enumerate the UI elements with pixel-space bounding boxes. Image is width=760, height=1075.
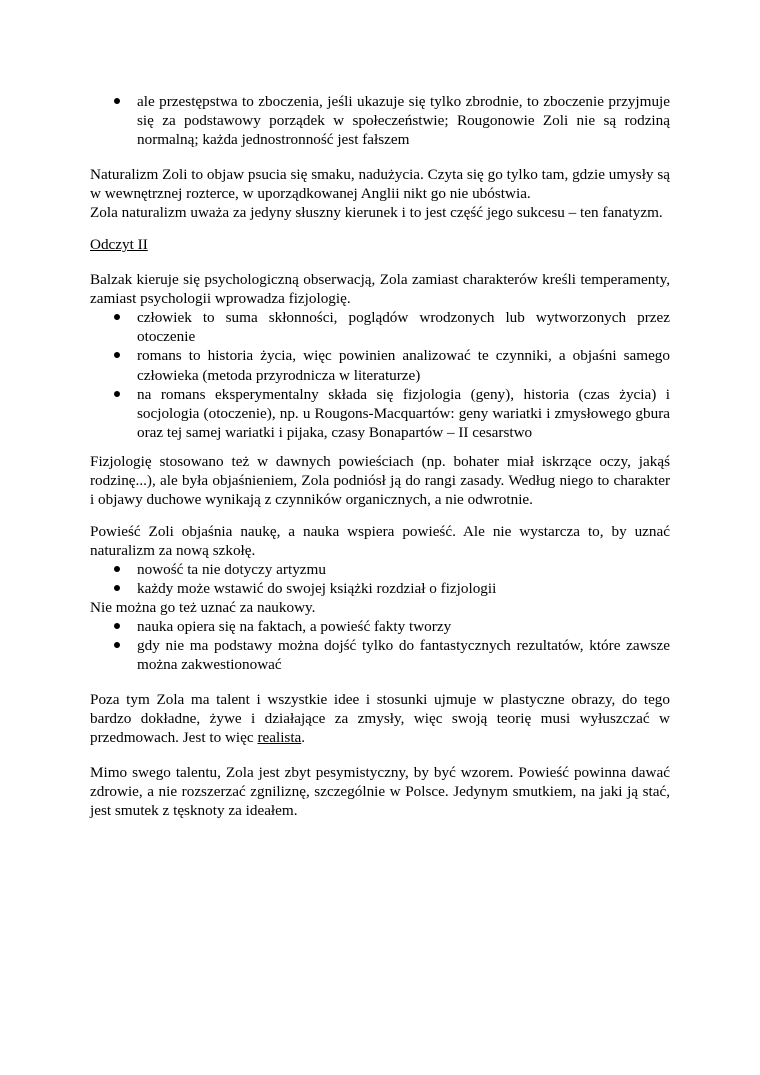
paragraph-line: Naturalizm Zoli to objaw psucia się smaku, nadużycia. Czyta się go tylko tam, gdzie umysły są w wewnętrznej rozterce, w uporządkowanej Anglii nikt go nie ubóstwia. <box>90 166 670 203</box>
bullet-icon <box>114 623 120 629</box>
paragraph-mimo: Mimo swego talentu, Zola jest zbyt pesymistyczny, by być wzorem. Powieść powinna dawać zdrowie, a nie rozszerzać zgniliznę, szczególnie w Polsce. Jedynym smutkiem, na jaki ją stać, jest smutek z tęsknoty za ideałem. <box>90 764 670 820</box>
list-item: gdy nie ma podstawy można dojść tylko do fantastycznych rezultatów, które zawsze można zakwestionować <box>90 636 670 674</box>
bullet-icon <box>114 314 120 320</box>
list-item: ale przestępstwa to zboczenia, jeśli ukazuje się tylko zbrodnie, to zboczenie przyjmuje się za podstawowy porządek w społeczeństwie; Rougonowie Zoli nie są rodziną normalną; każda jednostronność jest fałszem <box>90 92 670 150</box>
bullet-icon <box>114 566 120 572</box>
bullet-list-2 <box>90 308 670 442</box>
bullet-list-3 <box>90 560 670 598</box>
list-item: romans to historia życia, więc powinien analizować te czynniki, a objaśni samego człowieka (metoda przyrodnicza w literaturze) <box>90 346 670 384</box>
paragraph-fizjologia: Fizjologię stosowano też w dawnych powieściach (np. bohater miał iskrzące oczy, jakąś rodzinę...), ale była objaśnieniem, Zola podniósł ją do rangi zasady. Według niego to charakter i objawy duchowe wynikają z czynników organicznych, a nie odwrotnie. <box>90 453 670 509</box>
line-naukowy: Nie można go też uznać za naukowy. <box>90 599 316 616</box>
list-item: na romans eksperymentalny składa się fizjologia (geny), historia (czas życia) i socjologia (otoczenie), np. u Rougons-Macquartów: geny wariatki i zmysłowego gbura oraz tej samej wariatki i pijaka, czasy Bonapartów – II cesarstwo <box>90 385 670 443</box>
paragraph-powiesc: Powieść Zoli objaśnia naukę, a nauka wspiera powieść. Ale nie wystarcza to, by uznać naturalizm za nową szkołę. <box>90 523 670 560</box>
paragraph-talent: Poza tym Zola ma talent i wszystkie idee i stosunki ujmuje w plastyczne obrazy, do tego bardzo dokładne, żywe i działające za zmysły, więc swoją teorię musi wyłuszczać w przedmowach. Jest to więc realista. <box>90 691 670 747</box>
bullet-icon <box>114 585 120 591</box>
bullet-icon <box>114 391 120 397</box>
list-item: każdy może wstawić do swojej książki rozdział o fizjologii <box>90 579 670 598</box>
list-item: nauka opiera się na faktach, a powieść fakty tworzy <box>90 617 670 636</box>
bullet-icon <box>114 352 120 358</box>
bullet-list-4 <box>90 617 670 675</box>
paragraph-naturalizm <box>90 165 670 223</box>
bullet-icon <box>114 642 120 648</box>
paragraph-line: Zola naturalizm uważa za jedyny słuszny kierunek i to jest część jego sukcesu – ten fanatyzm. <box>90 204 663 222</box>
paragraph-balzak: Balzak kieruje się psychologiczną obserwacją, Zola zamiast charakterów kreśli temperamenty, zamiast psychologii wprowadza fizjologię. <box>90 271 670 308</box>
section-heading: Odczyt II <box>90 236 148 253</box>
list-item: człowiek to suma skłonności, poglądów wrodzonych lub wytworzonych przez otoczenie <box>90 308 670 346</box>
list-item: nowość ta nie dotyczy artyzmu <box>90 560 670 579</box>
bullet-list-1 <box>90 92 670 150</box>
underlined-term: realista <box>257 729 302 747</box>
bullet-icon <box>114 98 120 104</box>
